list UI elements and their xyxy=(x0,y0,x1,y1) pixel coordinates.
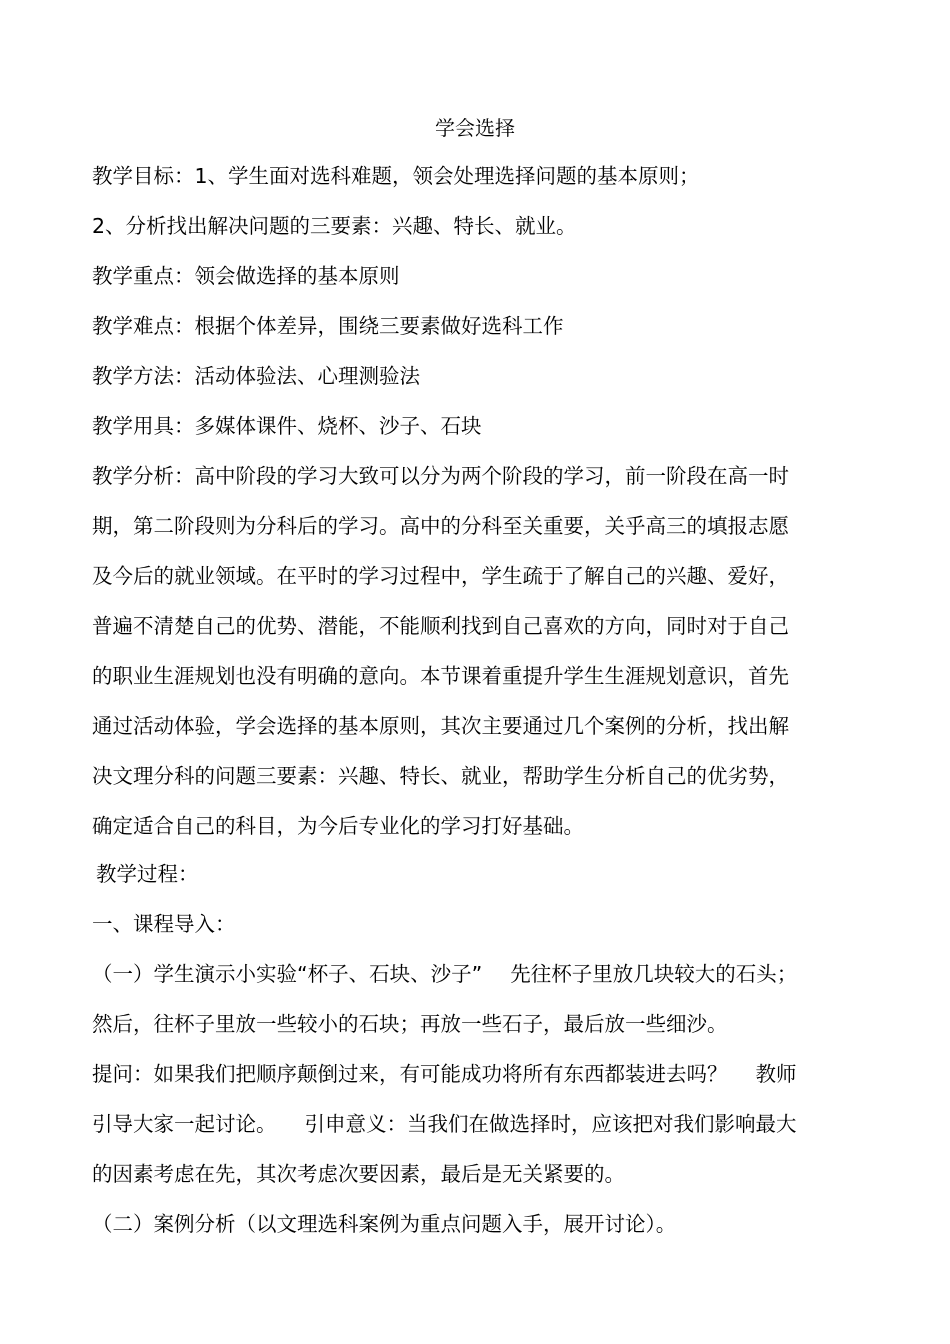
question-text: 提问：如果我们把顺序颠倒过来，有可能成功将所有东西都装进去吗？ xyxy=(92,1062,728,1086)
analysis-line: 期，第二阶段则为分科后的学习。高中的分科至关重要，关乎高三的填报志愿 xyxy=(92,514,789,538)
discussion-text: 引导大家一起讨论。 xyxy=(92,1112,277,1136)
tools-line: 教学用具：多媒体课件、烧杯、沙子、石块 xyxy=(92,414,482,438)
analysis-line: 普遍不清楚自己的优势、潜能，不能顺利找到自己喜欢的方向，同时对于自己 xyxy=(92,614,789,638)
subsection-1-title: （一）学生演示小实验“杯子、石块、沙子” xyxy=(92,962,483,986)
analysis-line: 的职业生涯规划也没有明确的意向。本节课着重提升学生生涯规划意识，首先 xyxy=(92,664,789,688)
teacher-label: 教师 xyxy=(755,1062,797,1086)
difficulty-line: 教学难点：根据个体差异，围绕三要素做好选科工作 xyxy=(92,314,564,338)
subsection-1-step-1: 先往杯子里放几块较大的石头； xyxy=(510,962,798,986)
method-line: 教学方法：活动体验法、心理测验法 xyxy=(92,364,420,388)
process-heading: 教学过程： xyxy=(96,862,199,886)
document-title: 学会选择 xyxy=(435,116,515,140)
analysis-line: 通过活动体验，学会选择的基本原则，其次主要通过几个案例的分析，找出解 xyxy=(92,714,789,738)
question-line-1 xyxy=(92,1060,872,1088)
analysis-line: 教学分析：高中阶段的学习大致可以分为两个阶段的学习，前一阶段在高一时 xyxy=(92,464,789,488)
key-point-line: 教学重点：领会做选择的基本原则 xyxy=(92,264,400,288)
subsection-2-heading: （二）案例分析（以文理选科案例为重点问题入手，展开讨论）。 xyxy=(92,1212,677,1236)
extended-meaning-text: 引申意义：当我们在做选择时，应该把对我们影响最大 xyxy=(304,1112,797,1136)
objective-line-1: 教学目标：1、学生面对选科难题，领会处理选择问题的基本原则； xyxy=(92,164,700,188)
subsection-1-line-2: 然后，往杯子里放一些较小的石块；再放一些石子，最后放一些细沙。 xyxy=(92,1012,728,1036)
subsection-1-line-1 xyxy=(92,960,872,988)
section-1-heading: 一、课程导入： xyxy=(92,912,236,936)
question-line-2 xyxy=(92,1110,872,1138)
analysis-line: 及今后的就业领域。在平时的学习过程中，学生疏于了解自己的兴趣、爱好， xyxy=(92,564,789,588)
analysis-line: 确定适合自己的科目，为今后专业化的学习打好基础。 xyxy=(92,814,584,838)
question-line-3: 的因素考虑在先，其次考虑次要因素，最后是无关紧要的。 xyxy=(92,1162,625,1186)
analysis-line: 决文理分科的问题三要素：兴趣、特长、就业，帮助学生分析自己的优劣势， xyxy=(92,764,789,788)
objective-line-2: 2、分析找出解决问题的三要素：兴趣、特长、就业。 xyxy=(92,214,577,238)
